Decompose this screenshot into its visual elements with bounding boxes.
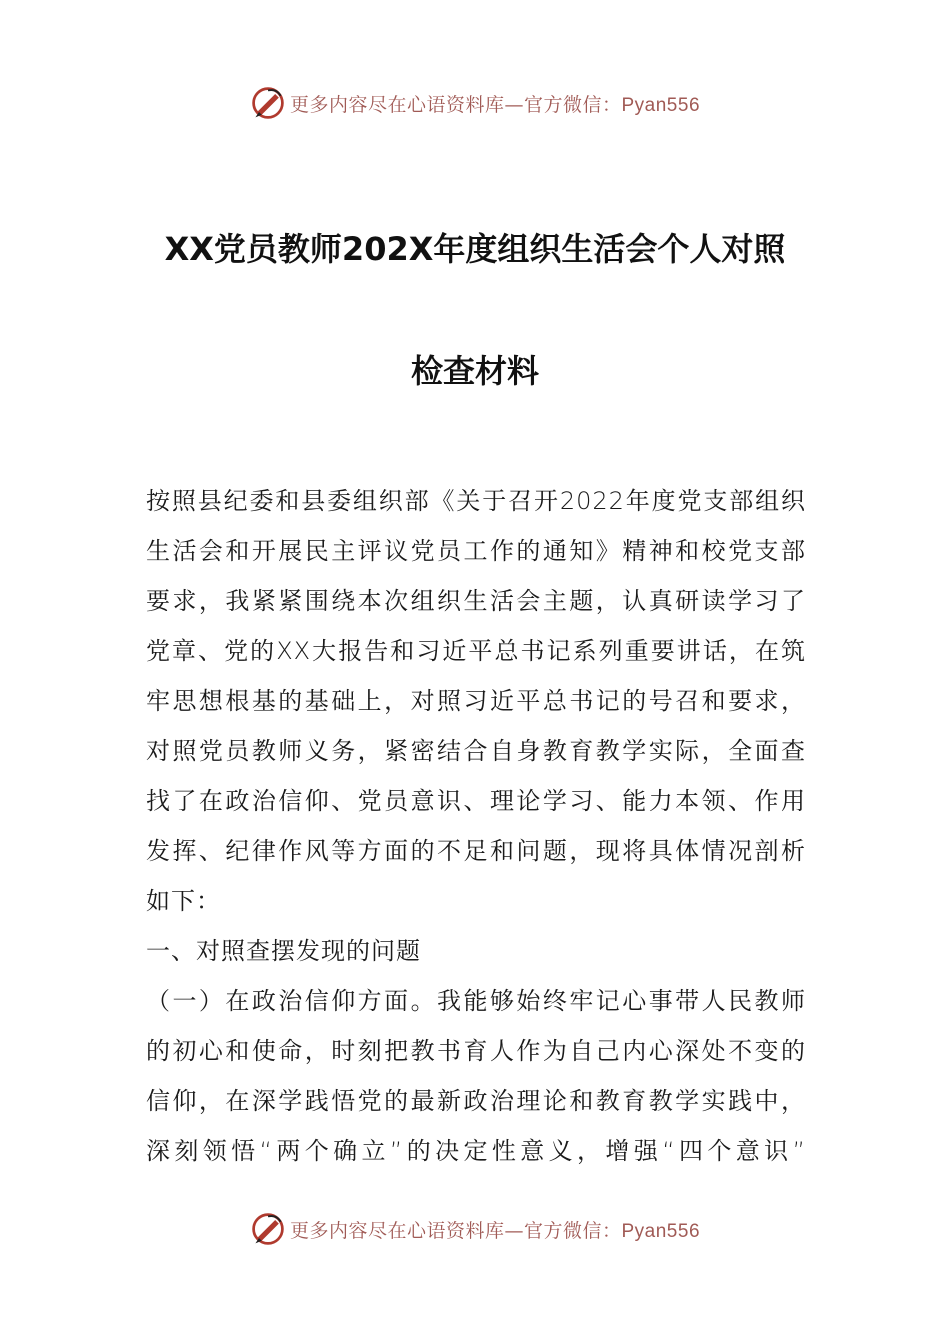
body-line: 党章、党的XX大报告和习近平总书记系列重要讲话，在筑 — [146, 637, 806, 665]
header-banner — [0, 78, 950, 128]
body-line: 要求，我紧紧围绕本次组织生活会主题，认真研读学习了 — [146, 587, 806, 615]
pen-logo-icon — [250, 1211, 286, 1247]
body-line: 按照县纪委和县委组织部《关于召开2022年度党支部组织 — [146, 487, 806, 515]
body-line: 深刻领悟“两个确立”的决定性意义，增强“四个意识” — [146, 1137, 806, 1165]
banner-text — [290, 90, 700, 117]
banner-label: 更多内容尽在心语资料库—官方微信： — [289, 1219, 622, 1242]
body-line: 牢思想根基的基础上，对照习近平总书记的号召和要求， — [146, 687, 806, 715]
body-line: 如下： — [146, 887, 221, 915]
body-line: 对照党员教师义务，紧密结合自身教育教学实际，全面查 — [146, 737, 806, 765]
pen-logo-icon — [250, 85, 286, 121]
document-body — [146, 476, 806, 1176]
body-line: 信仰，在深学践悟党的最新政治理论和教育教学实践中， — [146, 1087, 806, 1115]
body-line: 发挥、纪律作风等方面的不足和问题，现将具体情况剖析 — [146, 837, 806, 865]
banner-label: 更多内容尽在心语资料库—官方微信： — [289, 93, 622, 116]
body-line: 的初心和使命，时刻把教书育人作为自己内心深处不变的 — [146, 1037, 806, 1065]
footer-banner — [0, 1204, 950, 1254]
section-heading: 一、对照查摆发现的问题 — [146, 937, 421, 965]
banner-wechat-id: Pyan556 — [621, 94, 701, 116]
body-line: （一）在政治信仰方面。我能够始终牢记心事带人民教师 — [146, 987, 806, 1015]
document-title-line-2: 检查材料 — [410, 352, 539, 390]
body-line: 找了在政治信仰、党员意识、理论学习、能力本领、作用 — [146, 787, 806, 815]
body-line: 生活会和开展民主评议党员工作的通知》精神和校党支部 — [146, 537, 806, 565]
banner-text — [290, 1216, 700, 1243]
banner-wechat-id: Pyan556 — [621, 1220, 701, 1242]
document-title-line-1: XX党员教师202X年度组织生活会个人对照 — [164, 230, 786, 268]
